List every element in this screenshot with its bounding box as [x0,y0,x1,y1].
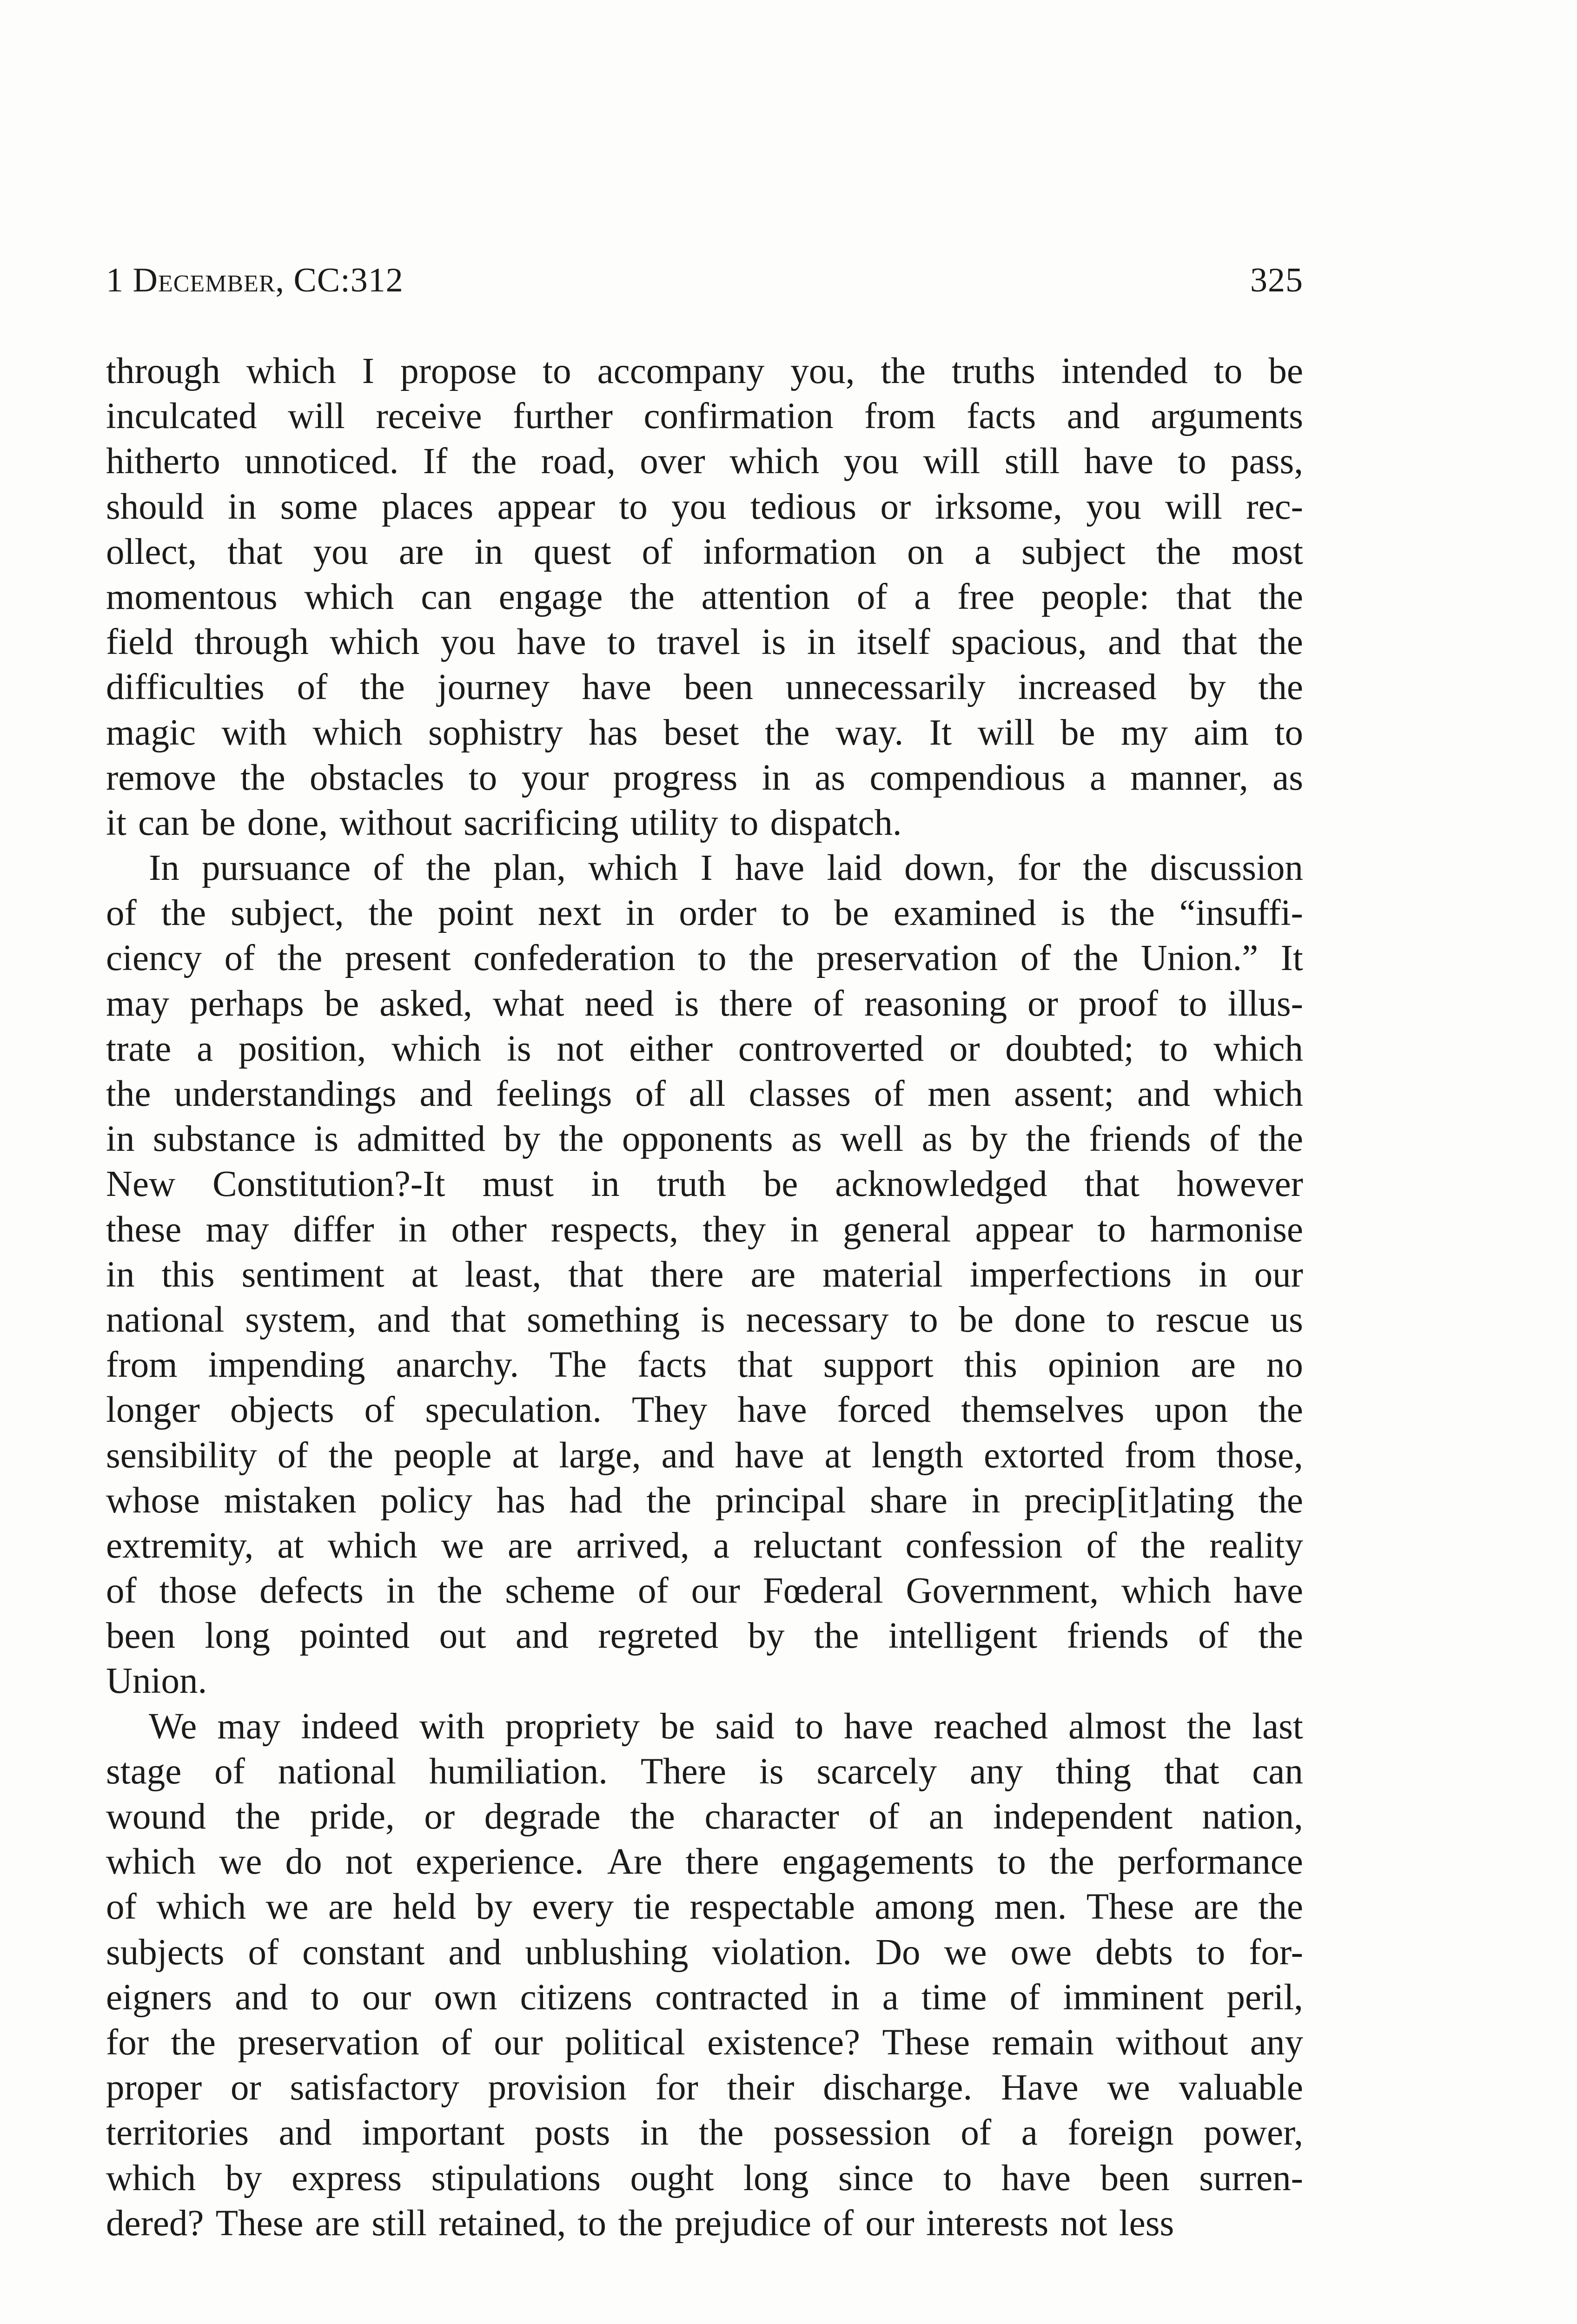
paragraph [106,1704,1303,2246]
text-line: ollect, that you are in quest of information on a subject the most [106,531,1303,572]
text-line: trate a position, which is not either controverted or doubted; to which [106,1028,1303,1069]
text-line: through which I propose to accompany you, the truths intended to be [106,351,1303,391]
text-line: extremity, at which we are arrived, a reluctant confession of the reality [106,1525,1303,1566]
text-line: of the subject, the point next in order to be examined is the “insuffi- [106,893,1303,934]
text-line: for the preservation of our political existence? These remain without any [106,2022,1303,2063]
text-line: in substance is admitted by the opponents as well as by the friends of the [106,1119,1303,1160]
running-head-month: December [133,261,276,299]
text-line: subjects of constant and unblushing violation. Do we owe debts to for- [106,1932,1303,1973]
text-line: field through which you have to travel is in itself spacious, and that the [106,622,1303,663]
running-head-number: 1 [106,261,133,299]
text-line: sensibility of the people at large, and have at length extorted from those, [106,1435,1303,1476]
text-line: these may differ in other respects, they in general appear to harmonise [106,1209,1303,1250]
text-line: Union. [106,1661,207,1702]
text-line: in this sentiment at least, that there are material imperfections in our [106,1254,1303,1295]
paragraph [106,349,1303,845]
running-head-reference: , CC:312 [275,261,404,299]
text-line: inculcated will receive further confirmation from facts and arguments [106,396,1303,437]
text-line: it can be done, without sacrificing utility to dispatch. [106,802,902,843]
text-line: remove the obstacles to your progress in as compendious a manner, as [106,757,1303,798]
text-line: of which we are held by every tie respectable among men. These are the [106,1887,1303,1928]
text-line: which we do not experience. Are there engagements to the performance [106,1842,1303,1882]
text-line: dered? These are still retained, to the prejudice of our interests not less [106,2203,1174,2244]
text-line: New Constitution?-It must in truth be acknowledged that however [106,1164,1303,1205]
text-line: In pursuance of the plan, which I have laid down, for the discussion [149,848,1303,889]
text-line: wound the pride, or degrade the character of an independent nation, [106,1796,1303,1837]
text-line: eigners and to our own citizens contracted in a time of imminent peril, [106,1977,1303,2018]
text-line: from impending anarchy. The facts that support this opinion are no [106,1345,1303,1386]
text-line: stage of national humiliation. There is scarcely any thing that can [106,1751,1303,1792]
text-line: been long pointed out and regreted by the intelligent friends of the [106,1616,1303,1657]
text-line: We may indeed with propriety be said to have reached almost the last [149,1706,1303,1747]
text-line: national system, and that something is necessary to be done to rescue us [106,1299,1303,1340]
running-head [106,255,1303,306]
body-text [106,349,1303,2246]
text-line: proper or satisfactory provision for their discharge. Have we valuable [106,2067,1303,2108]
page-number: 325 [1250,261,1303,299]
text-line: hitherto unnoticed. If the road, over which you will still have to pass, [106,441,1303,482]
text-line: difficulties of the journey have been unnecessarily increased by the [106,667,1303,708]
paragraph [106,845,1303,1704]
text-line: momentous which can engage the attention of a free people: that the [106,576,1303,617]
running-head-left [106,255,404,306]
text-line: of those defects in the scheme of our Fœderal Government, which have [106,1571,1303,1611]
text-line: which by express stipulations ought long since to have been surren- [106,2158,1303,2199]
text-line: the understandings and feelings of all classes of men assent; and which [106,1074,1303,1114]
text-line: ciency of the present confederation to the preservation of the Union.” It [106,938,1303,979]
text-line: whose mistaken policy has had the principal share in precip[it]ating the [106,1480,1303,1521]
text-line: territories and important posts in the possession of a foreign power, [106,2113,1303,2153]
text-line: magic with which sophistry has beset the way. It will be my aim to [106,712,1303,753]
text-line: may perhaps be asked, what need is there of reasoning or proof to illus- [106,983,1303,1024]
text-line: should in some places appear to you tedious or irksome, you will rec- [106,486,1303,527]
text-line: longer objects of speculation. They have forced themselves upon the [106,1390,1303,1431]
